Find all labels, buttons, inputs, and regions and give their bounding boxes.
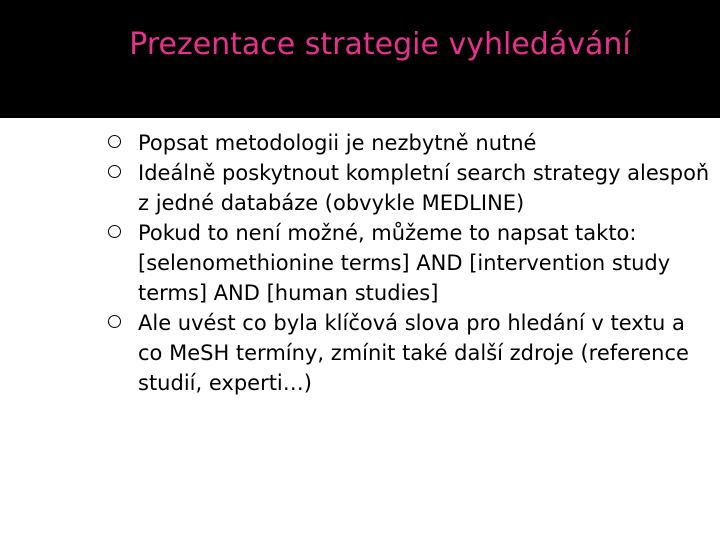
bullet-item xyxy=(106,218,710,308)
slide-title: Prezentace strategie vyhledávání xyxy=(129,27,631,62)
bullet-list xyxy=(106,128,710,398)
bullet-text: Popsat metodologii je nezbytně nutné xyxy=(138,131,537,155)
hollow-circle-icon xyxy=(108,225,121,238)
bullet-item xyxy=(106,128,710,158)
bullet-text: Ideálně poskytnout kompletní search strategy alespoň z jedné databáze (obvykle MEDLINE) xyxy=(138,161,710,215)
bullet-text: Ale uvést co byla klíčová slova pro hledání v textu a co MeSH termíny, zmínit také další zdroje (reference studií, experti…) xyxy=(138,311,689,395)
bullet-item xyxy=(106,308,710,398)
hollow-circle-icon xyxy=(108,165,121,178)
hollow-circle-icon xyxy=(108,135,121,148)
bullet-text: Pokud to není možné, můžeme to napsat takto: [selenomethionine terms] AND [intervention study terms] AND [human studies] xyxy=(138,221,671,305)
hollow-circle-icon xyxy=(108,315,121,328)
title-band xyxy=(0,0,720,118)
bullet-item xyxy=(106,158,710,218)
